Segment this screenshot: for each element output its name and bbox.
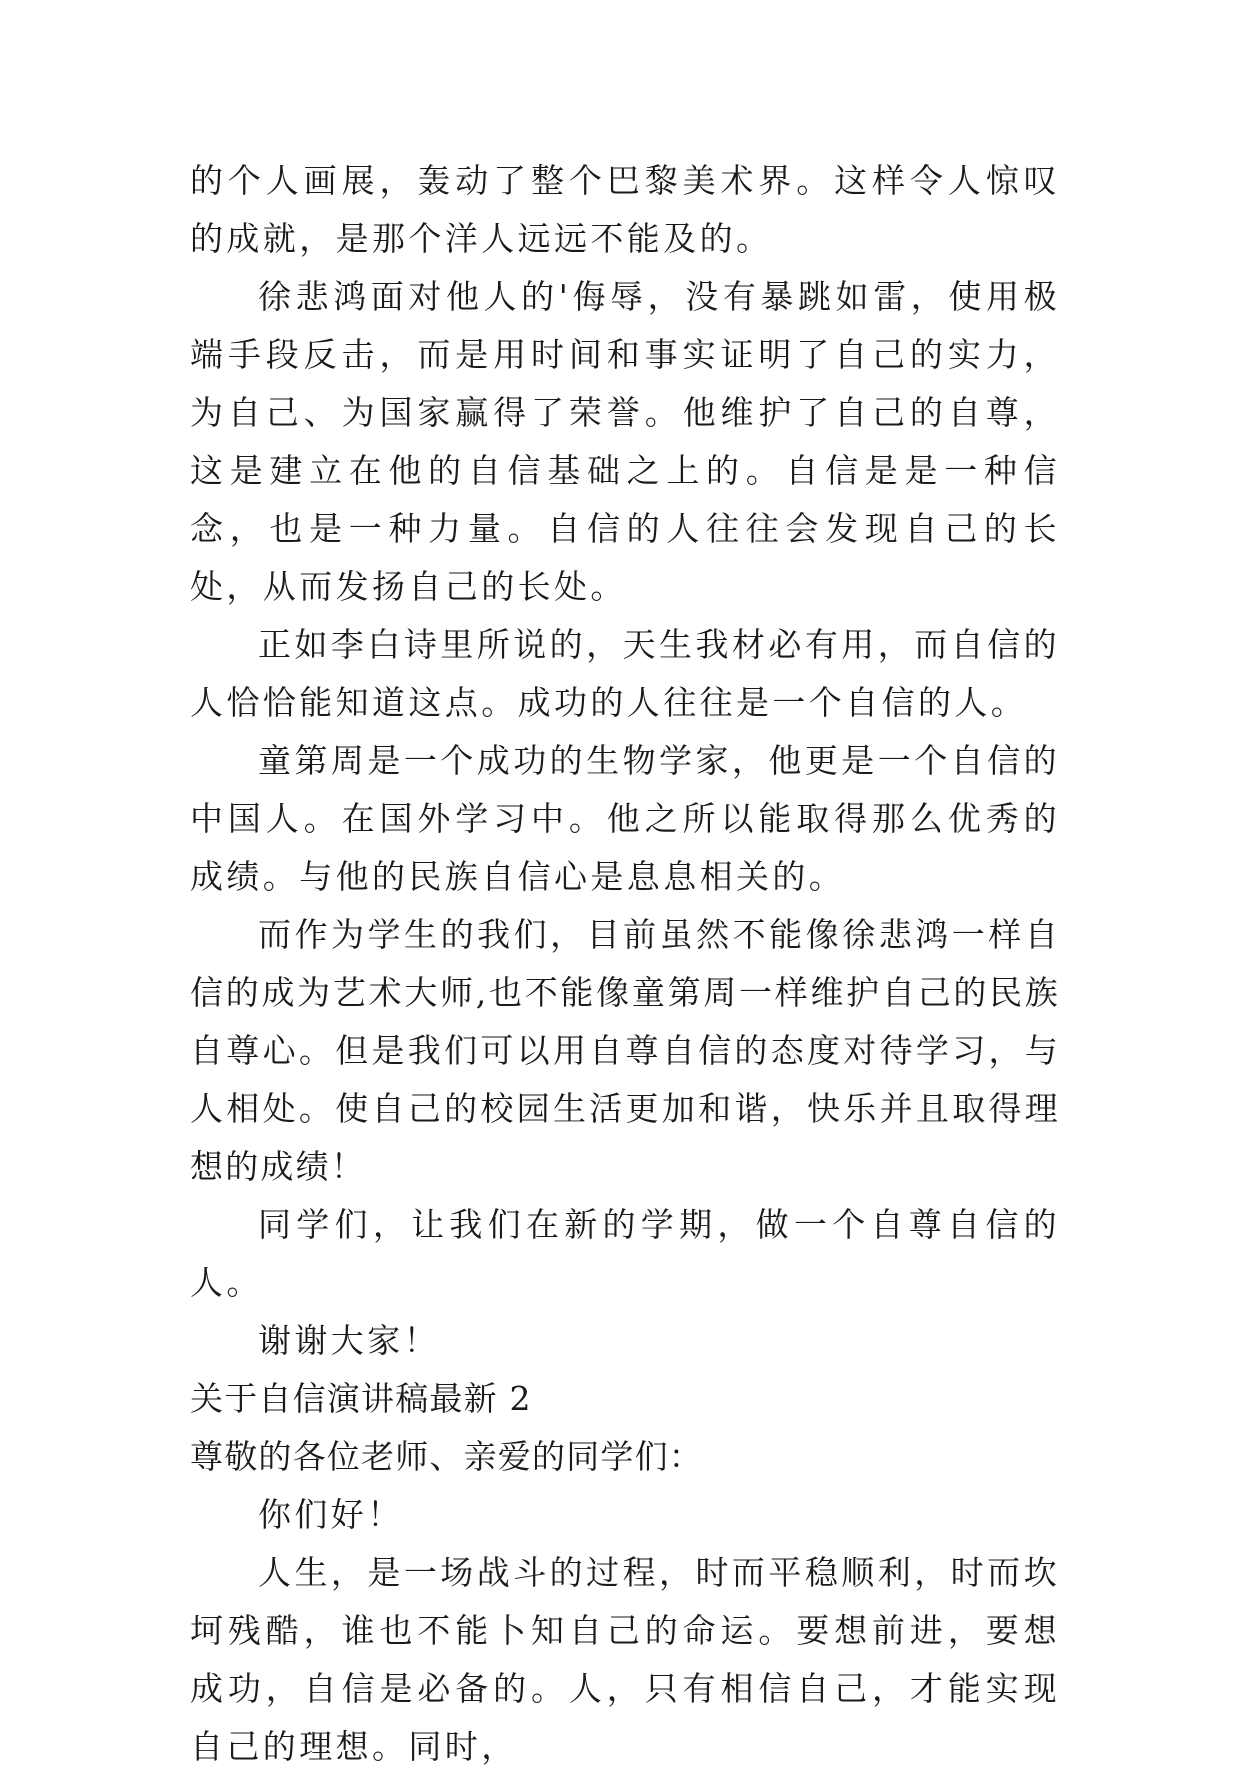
paragraph-call-to-action: 同学们，让我们在新的学期，做一个自尊自信的人。 <box>190 1205 1060 1302</box>
paragraph-students: 而作为学生的我们，目前虽然不能像徐悲鸿一样自信的成为艺术大师,也不能像童第周一样维护自己的民族自尊心。但是我们可以用自尊自信的态度对待学习，与人相处。使自己的校园生活更加和谐，快乐并且取得理想的成绩！ <box>190 915 1060 1186</box>
paragraph-tong-dizhou: 童第周是一个成功的生物学家，他更是一个自信的中国人。在国外学习中。他之所以能取得那么优秀的成绩。与他的民族自信心是息息相关的。 <box>190 741 1060 896</box>
paragraph-xu-beihong: 徐悲鸿面对他人的'侮辱，没有暴跳如雷，使用极端手段反击，而是用时间和事实证明了自己的实力，为自己、为国家赢得了荣誉。他维护了自己的自尊，这是建立在他的自信基础之上的。自信是是一种信念，也是一种力量。自信的人往往会发现自己的长处，从而发扬自己的长处。 <box>190 277 1060 606</box>
section-title: 关于自信演讲稿最新 2 <box>190 1379 532 1418</box>
paragraph-li-bai: 正如李白诗里所说的，天生我材必有用，而自信的人恰恰能知道这点。成功的人往往是一个自信的人。 <box>190 625 1060 722</box>
salutation: 尊敬的各位老师、亲爱的同学们： <box>190 1437 703 1476</box>
document-body <box>190 152 1060 1776</box>
paragraph-life-battle: 人生，是一场战斗的过程，时而平稳顺利，时而坎坷残酷，谁也不能卜知自己的命运。要想前进，要想成功，自信是必备的。人，只有相信自己，才能实现自己的理想。同时， <box>190 1553 1060 1766</box>
paragraph-continuation: 的个人画展，轰动了整个巴黎美术界。这样令人惊叹的成就，是那个洋人远远不能及的。 <box>190 161 1060 258</box>
paragraph-thanks: 谢谢大家！ <box>258 1321 440 1360</box>
greeting: 你们好！ <box>258 1495 404 1534</box>
